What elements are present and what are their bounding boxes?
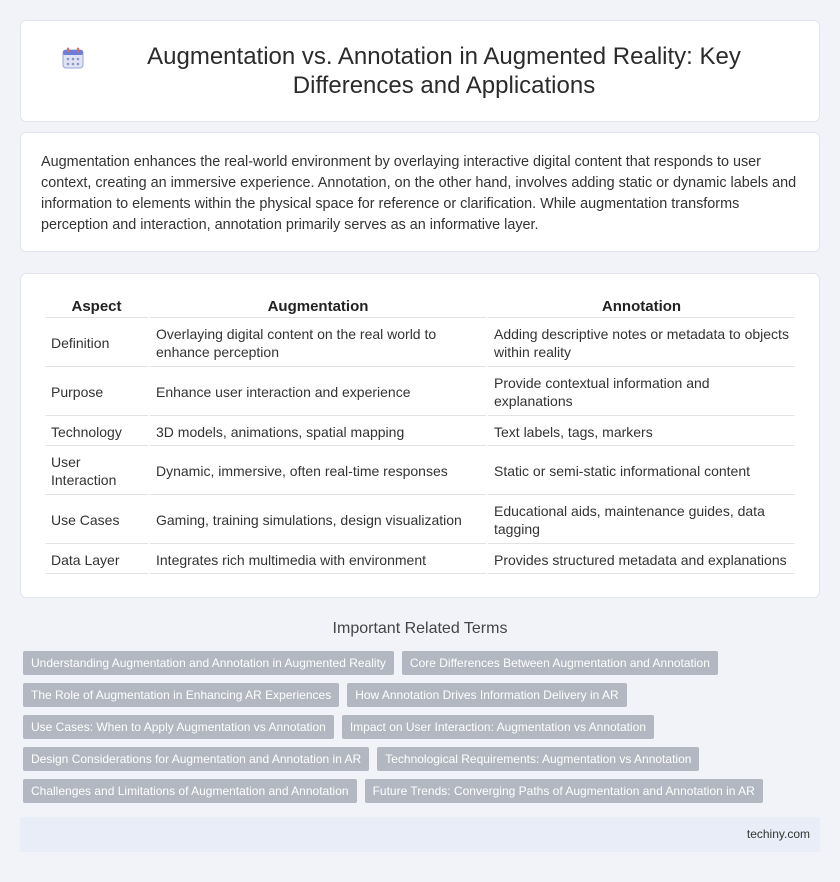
related-term-link[interactable]: Core Differences Between Augmentation and Annotation xyxy=(402,651,718,675)
row-aspect: Definition xyxy=(45,320,148,367)
calendar-icon xyxy=(61,46,85,70)
table-row xyxy=(45,448,795,495)
related-term-link[interactable]: The Role of Augmentation in Enhancing AR Experiences xyxy=(23,683,339,707)
row-annotation: Static or semi-static informational content xyxy=(488,448,795,495)
header-augmentation: Augmentation xyxy=(150,296,486,318)
row-augmentation: Enhance user interaction and experience xyxy=(150,369,486,416)
tag-row xyxy=(23,747,803,771)
table-row xyxy=(45,546,795,574)
footer-brand[interactable]: techiny.com xyxy=(746,827,810,841)
row-aspect: Purpose xyxy=(45,369,148,416)
row-annotation: Provides structured metadata and explanations xyxy=(488,546,795,574)
related-terms-title: Important Related Terms xyxy=(332,620,508,637)
row-annotation: Text labels, tags, markers xyxy=(488,418,795,446)
related-term-link[interactable]: Design Considerations for Augmentation and Annotation in AR xyxy=(23,747,369,771)
row-annotation: Adding descriptive notes or metadata to objects within reality xyxy=(488,320,795,367)
comparison-table-card xyxy=(20,273,820,598)
row-aspect: Technology xyxy=(45,418,148,446)
comparison-table xyxy=(43,294,797,576)
intro-card xyxy=(20,132,820,252)
row-annotation: Provide contextual information and explanations xyxy=(488,369,795,416)
row-aspect: Use Cases xyxy=(45,497,148,544)
tag-row xyxy=(23,651,803,675)
table-header-row xyxy=(45,296,795,318)
header-aspect: Aspect xyxy=(45,296,148,318)
page-title: Augmentation vs. Annotation in Augmented Reality: Key Differences and Applications xyxy=(147,43,741,99)
tag-row xyxy=(23,779,803,803)
header-annotation: Annotation xyxy=(488,296,795,318)
table-row xyxy=(45,369,795,416)
intro-paragraph: Augmentation enhances the real-world environment by overlaying interactive digital content that responds to user context, creating an immersive experience. Annotation, on the other hand, involves adding static or dynamic labels and information to elements within the physical space for reference or clarification. While augmentation transforms perception and interaction, annotation primarily serves as an informative layer. xyxy=(41,154,797,233)
tag-row xyxy=(23,715,803,739)
footer xyxy=(20,817,820,852)
row-augmentation: Overlaying digital content on the real world to enhance perception xyxy=(150,320,486,367)
table-row xyxy=(45,320,795,367)
row-aspect: User Interaction xyxy=(45,448,148,495)
related-terms-list xyxy=(23,651,803,811)
row-augmentation: Dynamic, immersive, often real-time responses xyxy=(150,448,486,495)
related-term-link[interactable]: Technological Requirements: Augmentation vs Annotation xyxy=(377,747,699,771)
row-augmentation: Integrates rich multimedia with environment xyxy=(150,546,486,574)
row-augmentation: 3D models, animations, spatial mapping xyxy=(150,418,486,446)
related-term-link[interactable]: How Annotation Drives Information Delivery in AR xyxy=(347,683,626,707)
row-augmentation: Gaming, training simulations, design visualization xyxy=(150,497,486,544)
tag-row xyxy=(23,683,803,707)
header-card xyxy=(20,20,820,122)
row-aspect: Data Layer xyxy=(45,546,148,574)
table-row xyxy=(45,418,795,446)
row-annotation: Educational aids, maintenance guides, data tagging xyxy=(488,497,795,544)
title-wrap xyxy=(61,42,779,100)
table-row xyxy=(45,497,795,544)
related-term-link[interactable]: Use Cases: When to Apply Augmentation vs Annotation xyxy=(23,715,334,739)
related-term-link[interactable]: Future Trends: Converging Paths of Augmentation and Annotation in AR xyxy=(365,779,763,803)
related-term-link[interactable]: Understanding Augmentation and Annotation in Augmented Reality xyxy=(23,651,394,675)
related-term-link[interactable]: Impact on User Interaction: Augmentation vs Annotation xyxy=(342,715,654,739)
related-term-link[interactable]: Challenges and Limitations of Augmentation and Annotation xyxy=(23,779,357,803)
